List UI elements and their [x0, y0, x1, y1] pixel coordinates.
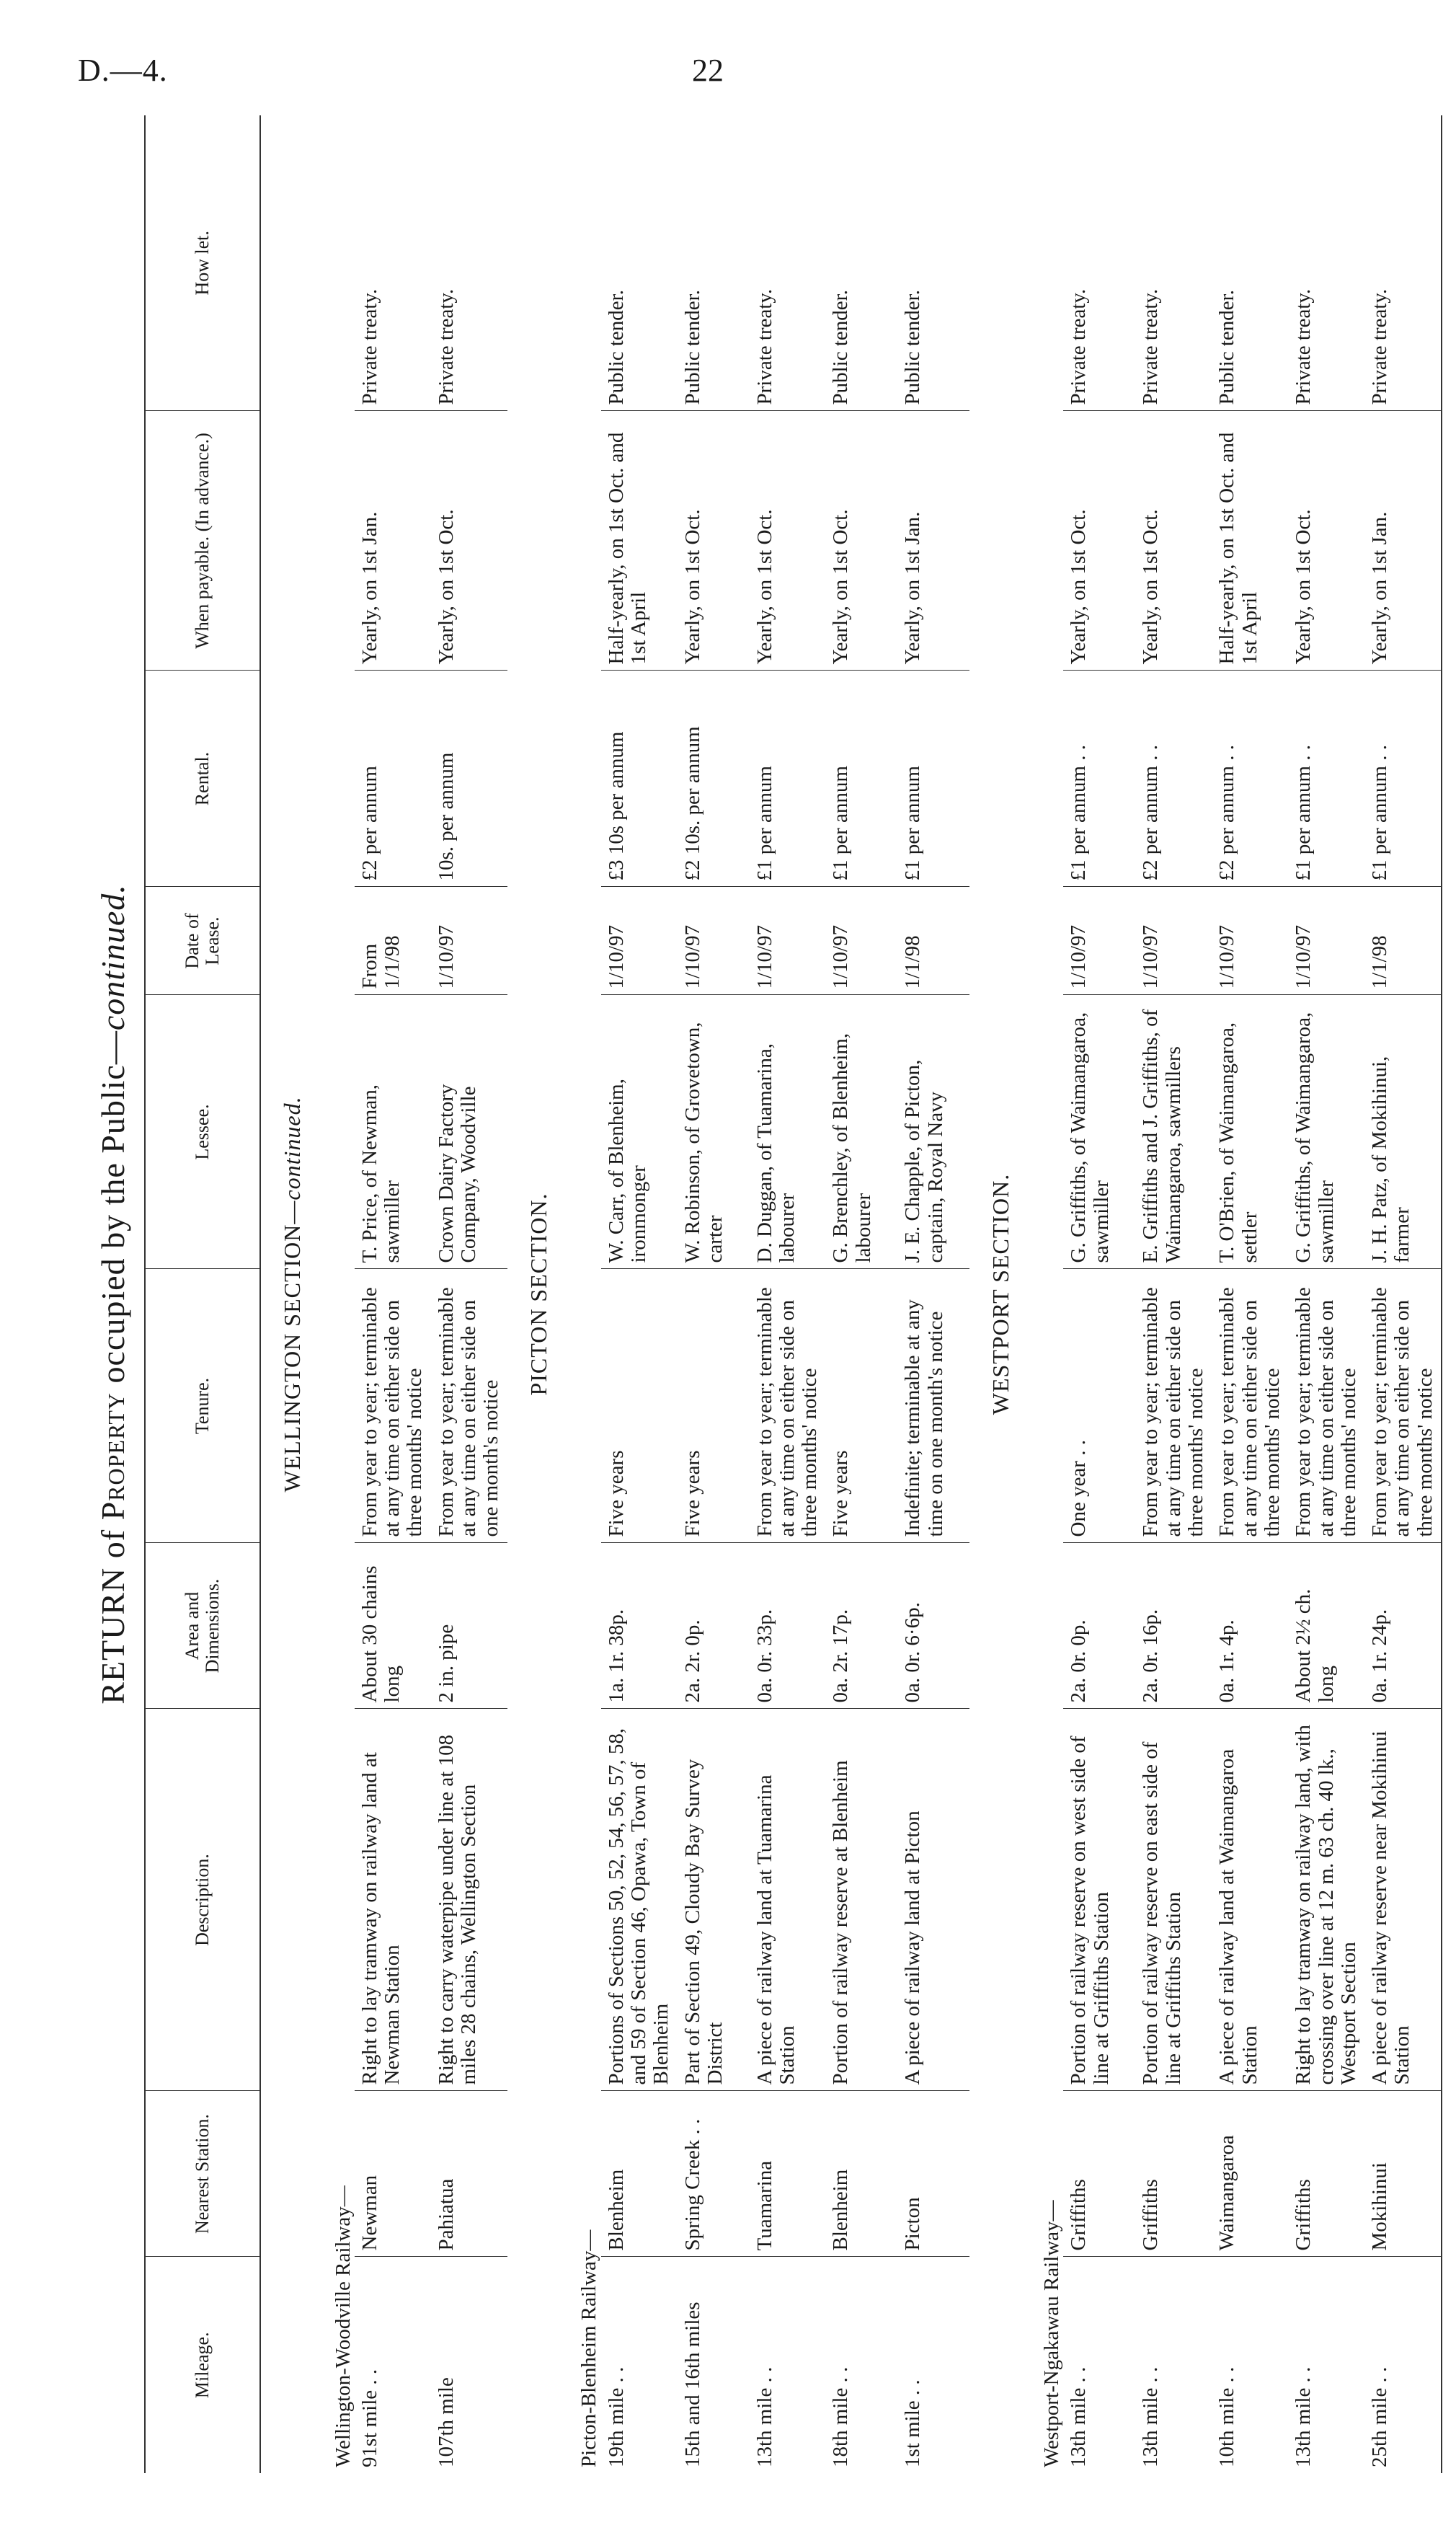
- section-heading: [969, 115, 1022, 2473]
- cell-station: Newman: [355, 2091, 431, 2257]
- col-header-rental: Rental.: [145, 671, 260, 887]
- cell-tenure: Five years: [601, 1269, 678, 1543]
- cell-mileage: 25th mile . .: [1364, 2257, 1442, 2473]
- cell-when: Half-yearly, on 1st Oct. and 1st April: [601, 411, 678, 671]
- cell-date: 1/10/97: [1135, 887, 1212, 995]
- cell-description: A piece of railway land at Picton: [897, 1709, 969, 2091]
- cell-tenure: Five years: [825, 1269, 897, 1543]
- col-header-tenure: Tenure.: [145, 1269, 260, 1543]
- cell-mileage: 13th mile . .: [1067, 2366, 1091, 2467]
- table-row: [431, 115, 507, 2473]
- cell-lessee: D. Duggan, of Tuamarina, labourer: [750, 995, 826, 1269]
- section-heading: [507, 115, 560, 2473]
- cell-lessee: G. Griffiths, of Waimangaroa, sawmiller: [1288, 995, 1364, 1269]
- cell-description: Portion of railway reserve on east side of line at Griffiths Station: [1135, 1709, 1212, 2091]
- table-row: [1063, 115, 1135, 2473]
- cell-date: 1/1/98: [1364, 887, 1442, 995]
- title-prefix: RETURN of: [94, 1520, 131, 1704]
- cell-station: Griffiths: [1063, 2091, 1135, 2257]
- cell-mileage: 13th mile . .: [1292, 2366, 1315, 2467]
- cell-tenure: From year to year; terminable at any time on either side on three months' notice: [1364, 1269, 1442, 1543]
- cell-date: 1/10/97: [601, 887, 678, 995]
- table-row: [601, 115, 678, 2473]
- cell-station: Pahiatua: [431, 2091, 507, 2257]
- cell-rental: £1 per annum . .: [1364, 671, 1442, 887]
- cell-how: Private treaty.: [431, 115, 507, 411]
- cell-description: A piece of railway reserve near Mokihinui Station: [1364, 1709, 1442, 2091]
- col-header-description: Description.: [145, 1709, 260, 2091]
- cell-how: Public tender.: [825, 115, 897, 411]
- cell-description: Portions of Sections 50, 52, 54, 56, 57, 58, and 59 of Section 46, Opawa, Town of Blenheim: [601, 1709, 678, 2091]
- cell-tenure: From year to year; terminable at any time on either side on three months' notice: [750, 1269, 826, 1543]
- cell-mileage: 19th mile . .: [604, 2366, 628, 2467]
- title-middle: occupied by the Public—: [94, 1030, 131, 1392]
- section-heading-italic: continued.: [279, 1096, 305, 1201]
- cell-station: Griffiths: [1288, 2091, 1364, 2257]
- cell-mileage: 91st mile . .: [358, 2369, 381, 2467]
- cell-when: Half-yearly, on 1st Oct. and 1st April: [1212, 411, 1288, 671]
- title-smallcaps: Property: [94, 1392, 131, 1521]
- cell-rental: £3 10s per annum: [601, 671, 678, 887]
- railway-name: Wellington-Woodville Railway—: [331, 2185, 355, 2467]
- col-header-area: Area and Dimensions.: [145, 1543, 260, 1709]
- cell-when: Yearly, on 1st Oct.: [1288, 411, 1364, 671]
- cell-description: A piece of railway land at Tuamarina Station: [750, 1709, 826, 2091]
- date-value: 1/1/98: [381, 935, 404, 989]
- table-row: [897, 115, 969, 2473]
- cell-description: Part of Section 49, Cloudy Bay Survey District: [678, 1709, 750, 2091]
- section-heading-row: [507, 115, 560, 2473]
- cell-area: 2a. 2r. 0p.: [678, 1543, 750, 1709]
- cell-description: Right to lay tramway on railway land at Newman Station: [355, 1709, 431, 2091]
- page-number: 22: [692, 53, 724, 88]
- cell-area: About 2½ ch. long: [1288, 1543, 1364, 1709]
- cell-tenure: Indefinite; terminable at any time on one month's notice: [897, 1269, 969, 1543]
- cell-station: Picton: [897, 2091, 969, 2257]
- cell-when: Yearly, on 1st Oct.: [678, 411, 750, 671]
- cell-rental: £1 per annum: [750, 671, 826, 887]
- cell-date: [355, 887, 431, 995]
- table-row: [1288, 115, 1364, 2473]
- cell-area: 2a. 0r. 16p.: [1135, 1543, 1212, 1709]
- page-header: [0, 0, 1456, 115]
- cell-lessee: J. H. Patz, of Mokihinui, farmer: [1364, 995, 1442, 1269]
- cell-how: Private treaty.: [1063, 115, 1135, 411]
- table-row: [1364, 115, 1442, 2473]
- cell-rental: £2 10s. per annum: [678, 671, 750, 887]
- cell-rental: £1 per annum: [897, 671, 969, 887]
- cell-mileage: 107th mile: [434, 2377, 458, 2467]
- table-body: [260, 115, 1442, 2473]
- col-header-mileage: Mileage.: [145, 2257, 260, 2473]
- cell-how: Private treaty.: [750, 115, 826, 411]
- cell-description: Portion of railway reserve at Blenheim: [825, 1709, 897, 2091]
- cell-lessee: G. Griffiths, of Waimangaroa, sawmiller: [1063, 995, 1135, 1269]
- cell-date: 1/10/97: [678, 887, 750, 995]
- cell-date: 1/10/97: [825, 887, 897, 995]
- cell-lessee: T. Price, of Newman, sawmiller: [355, 995, 431, 1269]
- cell-lessee: Crown Dairy Factory Company, Woodville: [431, 995, 507, 1269]
- cell-tenure: From year to year; terminable at any time on either side on one month's notice: [431, 1269, 507, 1543]
- cell-date: 1/10/97: [1212, 887, 1288, 995]
- document-reference: D.—4.: [78, 53, 168, 88]
- rotated-return-table: [94, 115, 1437, 2473]
- cell-description: Right to lay tramway on railway land, with crossing over line at 12 m. 63 ch. 40 lk., Westport Section: [1288, 1709, 1364, 2091]
- cell-rental: £1 per annum . .: [1288, 671, 1364, 887]
- cell-tenure: From year to year; terminable at any time on either side on three months' notice: [1135, 1269, 1212, 1543]
- cell-how: Public tender.: [678, 115, 750, 411]
- cell-date: 1/10/97: [431, 887, 507, 995]
- cell-how: Private treaty.: [1288, 115, 1364, 411]
- cell-lessee: W. Robinson, of Grovetown, carter: [678, 995, 750, 1269]
- table-row: [1212, 115, 1288, 2473]
- cell-date: 1/1/98: [897, 887, 969, 995]
- date-from-label: From: [358, 943, 381, 989]
- cell-lessee: E. Griffiths and J. Griffiths, of Waimangaroa, sawmillers: [1135, 995, 1212, 1269]
- cell-station: Blenheim: [825, 2091, 897, 2257]
- cell-how: Private treaty.: [355, 115, 431, 411]
- cell-description: Right to carry waterpipe under line at 108 miles 28 chains, Wellington Section: [431, 1709, 507, 2091]
- cell-when: Yearly, on 1st Oct.: [1135, 411, 1212, 671]
- cell-station: Spring Creek . .: [678, 2091, 750, 2257]
- section-heading-row: [260, 115, 314, 2473]
- table-row: [355, 115, 431, 2473]
- cell-mileage: 1st mile . .: [901, 2379, 925, 2467]
- cell-station: Mokihinui: [1364, 2091, 1442, 2257]
- cell-mileage: 13th mile . .: [1139, 2366, 1163, 2467]
- cell-lessee: W. Carr, of Blenheim, ironmonger: [601, 995, 678, 1269]
- cell-station: Tuamarina: [750, 2091, 826, 2257]
- cell-lessee: J. E. Chapple, of Picton, captain, Royal Navy: [897, 995, 969, 1269]
- table-title: [94, 115, 132, 2473]
- cell-when: Yearly, on 1st Jan.: [1364, 411, 1442, 671]
- cell-area: 2a. 0r. 0p.: [1063, 1543, 1135, 1709]
- cell-station: Blenheim: [601, 2091, 678, 2257]
- cell-description: A piece of railway land at Waimangaroa Station: [1212, 1709, 1288, 2091]
- railway-group-row: [1022, 115, 1063, 2473]
- railway-name: Picton-Blenheim Railway—: [577, 2229, 601, 2467]
- cell-when: Yearly, on 1st Jan.: [897, 411, 969, 671]
- cell-area: 0a. 1r. 24p.: [1364, 1543, 1442, 1709]
- cell-tenure: From year to year; terminable at any time on either side on three months' notice: [355, 1269, 431, 1543]
- cell-tenure: Five years: [678, 1269, 750, 1543]
- cell-how: Private treaty.: [1364, 115, 1442, 411]
- section-heading-row: [969, 115, 1022, 2473]
- col-header-lessee: Lessee.: [145, 995, 260, 1269]
- cell-rental: £1 per annum: [825, 671, 897, 887]
- railway-name: Westport-Ngakawau Railway—: [1040, 2200, 1064, 2467]
- cell-mileage: 13th mile . .: [753, 2366, 776, 2467]
- railway-group-row: [559, 115, 600, 2473]
- cell-description: Portion of railway reserve on west side of line at Griffiths Station: [1063, 1709, 1135, 2091]
- cell-when: Yearly, on 1st Oct.: [1063, 411, 1135, 671]
- cell-how: Public tender.: [897, 115, 969, 411]
- cell-when: Yearly, on 1st Oct.: [750, 411, 826, 671]
- table-row: [750, 115, 826, 2473]
- cell-area: 2 in. pipe: [431, 1543, 507, 1709]
- title-italic: continued.: [94, 884, 131, 1031]
- cell-area: 1a. 1r. 38p.: [601, 1543, 678, 1709]
- cell-station: Waimangaroa: [1212, 2091, 1288, 2257]
- col-header-when: When payable. (In advance.): [145, 411, 260, 671]
- cell-lessee: G. Brenchley, of Blenheim, labourer: [825, 995, 897, 1269]
- table-row: [1135, 115, 1212, 2473]
- cell-area: 0a. 0r. 33p.: [750, 1543, 826, 1709]
- cell-rental: £2 per annum . .: [1212, 671, 1288, 887]
- cell-how: Public tender.: [1212, 115, 1288, 411]
- cell-tenure: From year to year; terminable at any time on either side on three months' notice: [1212, 1269, 1288, 1543]
- table-row: [678, 115, 750, 2473]
- header-row: [145, 115, 260, 2473]
- cell-area: 0a. 1r. 4p.: [1212, 1543, 1288, 1709]
- cell-date: 1/10/97: [750, 887, 826, 995]
- cell-area: 0a. 2r. 17p.: [825, 1543, 897, 1709]
- cell-lessee: T. O'Brien, of Waimangaroa, settler: [1212, 995, 1288, 1269]
- section-heading: [260, 115, 314, 2473]
- cell-rental: £1 per annum . .: [1063, 671, 1135, 887]
- cell-area: About 30 chains long: [355, 1543, 431, 1709]
- railway-group-row: [314, 115, 355, 2473]
- cell-mileage: 18th mile . .: [829, 2366, 853, 2467]
- cell-station: Griffiths: [1135, 2091, 1212, 2257]
- cell-date: 1/10/97: [1063, 887, 1135, 995]
- cell-date: 1/10/97: [1288, 887, 1364, 995]
- cell-how: Private treaty.: [1135, 115, 1212, 411]
- cell-when: Yearly, on 1st Oct.: [825, 411, 897, 671]
- cell-tenure: From year to year; terminable at any time on either side on three months' notice: [1288, 1269, 1364, 1543]
- cell-tenure: One year . .: [1063, 1269, 1135, 1543]
- cell-area: 0a. 0r. 6·6p.: [897, 1543, 969, 1709]
- section-heading-text: WELLINGTON SECTION—: [279, 1200, 305, 1493]
- cell-mileage: 10th mile . .: [1215, 2366, 1239, 2467]
- section-heading-text: PICTON SECTION.: [525, 1193, 551, 1396]
- cell-rental: £2 per annum . .: [1135, 671, 1212, 887]
- cell-rental: £2 per annum: [355, 671, 431, 887]
- cell-when: Yearly, on 1st Oct.: [431, 411, 507, 671]
- cell-rental: 10s. per annum: [431, 671, 507, 887]
- col-header-date: Date of Lease.: [145, 887, 260, 995]
- cell-mileage: 15th and 16th miles: [680, 2302, 704, 2467]
- section-heading-text: WESTPORT SECTION.: [987, 1173, 1014, 1415]
- property-return-table: [144, 115, 1442, 2473]
- table-row: [825, 115, 897, 2473]
- cell-when: Yearly, on 1st Jan.: [355, 411, 431, 671]
- col-header-station: Nearest Station.: [145, 2091, 260, 2257]
- cell-how: Public tender.: [601, 115, 678, 411]
- col-header-how: How let.: [145, 115, 260, 411]
